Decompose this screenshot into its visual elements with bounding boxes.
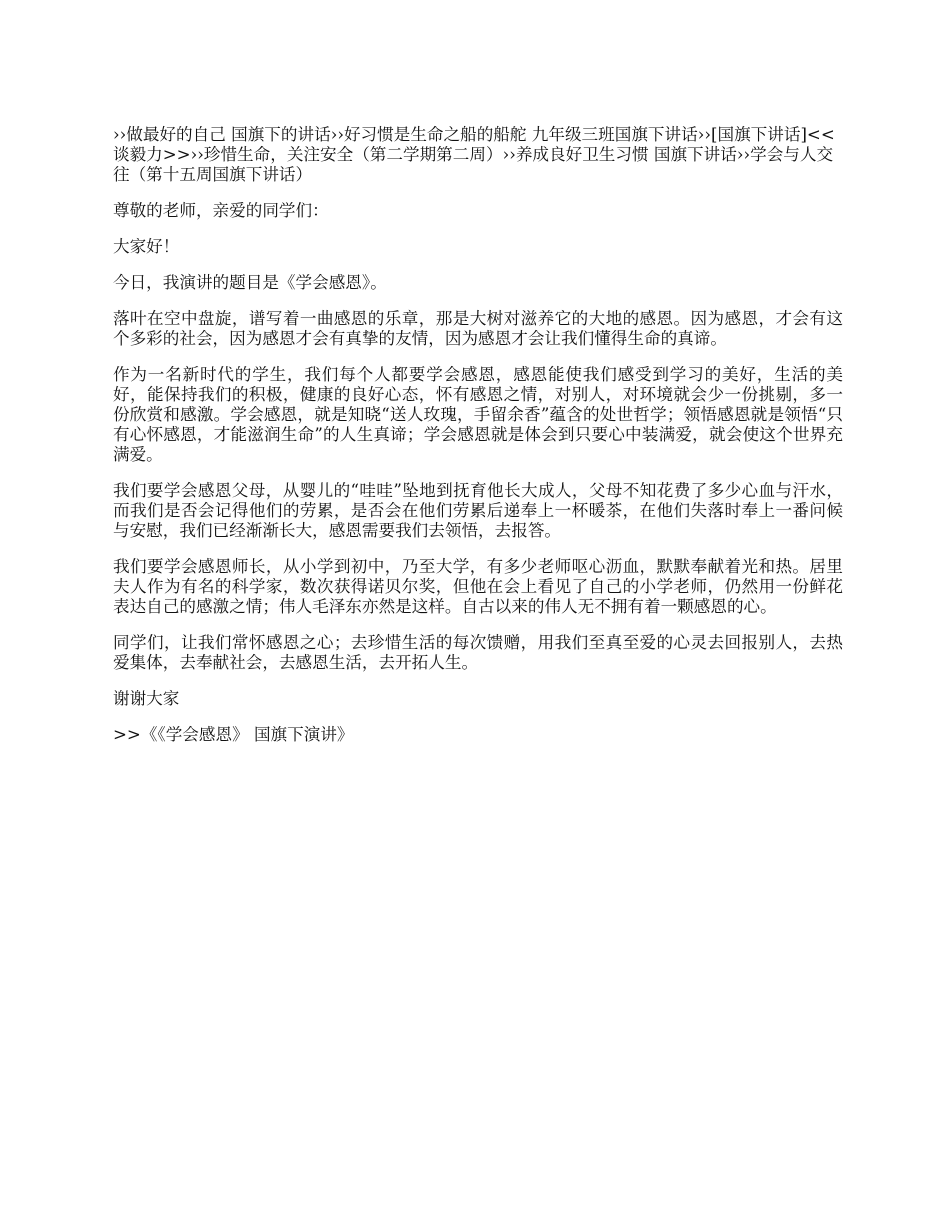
related-separator: ››	[330, 125, 344, 144]
related-link-1[interactable]: 做最好的自己 国旗下的讲话	[126, 125, 331, 144]
related-link-3[interactable]: [国旗下讲话]<<谈毅力>>	[113, 125, 835, 164]
source-link-row	[113, 725, 843, 745]
related-separator: ››	[113, 125, 127, 144]
article-body	[113, 201, 843, 709]
related-articles-nav	[113, 125, 843, 185]
source-article-link[interactable]: 《《学会感恩》 国旗下演讲》	[140, 725, 354, 744]
document-page	[113, 125, 843, 745]
speech-topic: 今日，我演讲的题目是《学会感恩》。	[113, 273, 387, 292]
related-link-2[interactable]: 好习惯是生命之船的船舵 九年级三班国旗下讲话	[343, 125, 698, 144]
body-paragraph: 同学们，让我们常怀感恩之心；去珍惜生活的每次馈赠，用我们至真至爱的心灵去回报别人，去热爱集体，去奉献社会，去感恩生活，去开拓人生。	[113, 633, 843, 672]
body-paragraph: 我们要学会感恩师长，从小学到初中，乃至大学，有多少老师呕心沥血，默默奉献着光和热。居里夫人作为有名的科学家，数次获得诺贝尔奖，但他在会上看见了自己的小学老师，仍然用一份鲜花表达自己的感激之情；伟人毛泽东亦然是这样。自古以来的伟人无不拥有着一颗感恩的心。	[113, 557, 843, 616]
greeting: 大家好！	[113, 237, 180, 256]
related-link-4[interactable]: 珍惜生命，关注安全（第二学期第二周）	[203, 145, 503, 164]
salutation: 尊敬的老师，亲爱的同学们：	[113, 201, 329, 220]
related-link-5[interactable]: 养成良好卫生习惯 国旗下讲话	[515, 145, 737, 164]
related-separator: ››	[190, 145, 204, 164]
related-separator: ››	[502, 145, 516, 164]
body-paragraph: 作为一名新时代的学生，我们每个人都要学会感恩，感恩能使我们感受到学习的美好，生活的美好，能保持我们的积极，健康的良好心态，怀有感恩之情，对别人，对环境就会少一份挑剔，多一份欣赏和感激。学会感恩，就是知晓“送人玫瑰，手留余香”蕴含的处世哲学；领悟感恩就是领悟“只有心怀感恩，才能滋润生命”的人生真谛；学会感恩就是体会到只要心中装满爱，就会使这个世界充满爱。	[113, 365, 843, 464]
body-paragraph: 我们要学会感恩父母，从婴儿的“哇哇”坠地到抚育他长大成人，父母不知花费了多少心血与汗水，而我们是否会记得他们的劳累，是否会在他们劳累后递奉上一杯暖茶，在他们失落时奉上一番问候与安慰，我们已经渐渐长大，感恩需要我们去领悟，去报答。	[113, 481, 843, 540]
related-link-6[interactable]: 学会与人交往（第十五周国旗下讲话）	[113, 145, 834, 184]
related-separator: ››	[697, 125, 711, 144]
closing-thanks: 谢谢大家	[113, 689, 180, 708]
body-paragraph: 落叶在空中盘旋，谱写着一曲感恩的乐章，那是大树对滋养它的大地的感恩。因为感恩，才会有这个多彩的社会，因为感恩才会有真挚的友情，因为感恩才会让我们懂得生命的真谛。	[113, 309, 843, 348]
source-link-prefix: >>	[113, 725, 141, 744]
related-separator: ››	[736, 145, 751, 164]
